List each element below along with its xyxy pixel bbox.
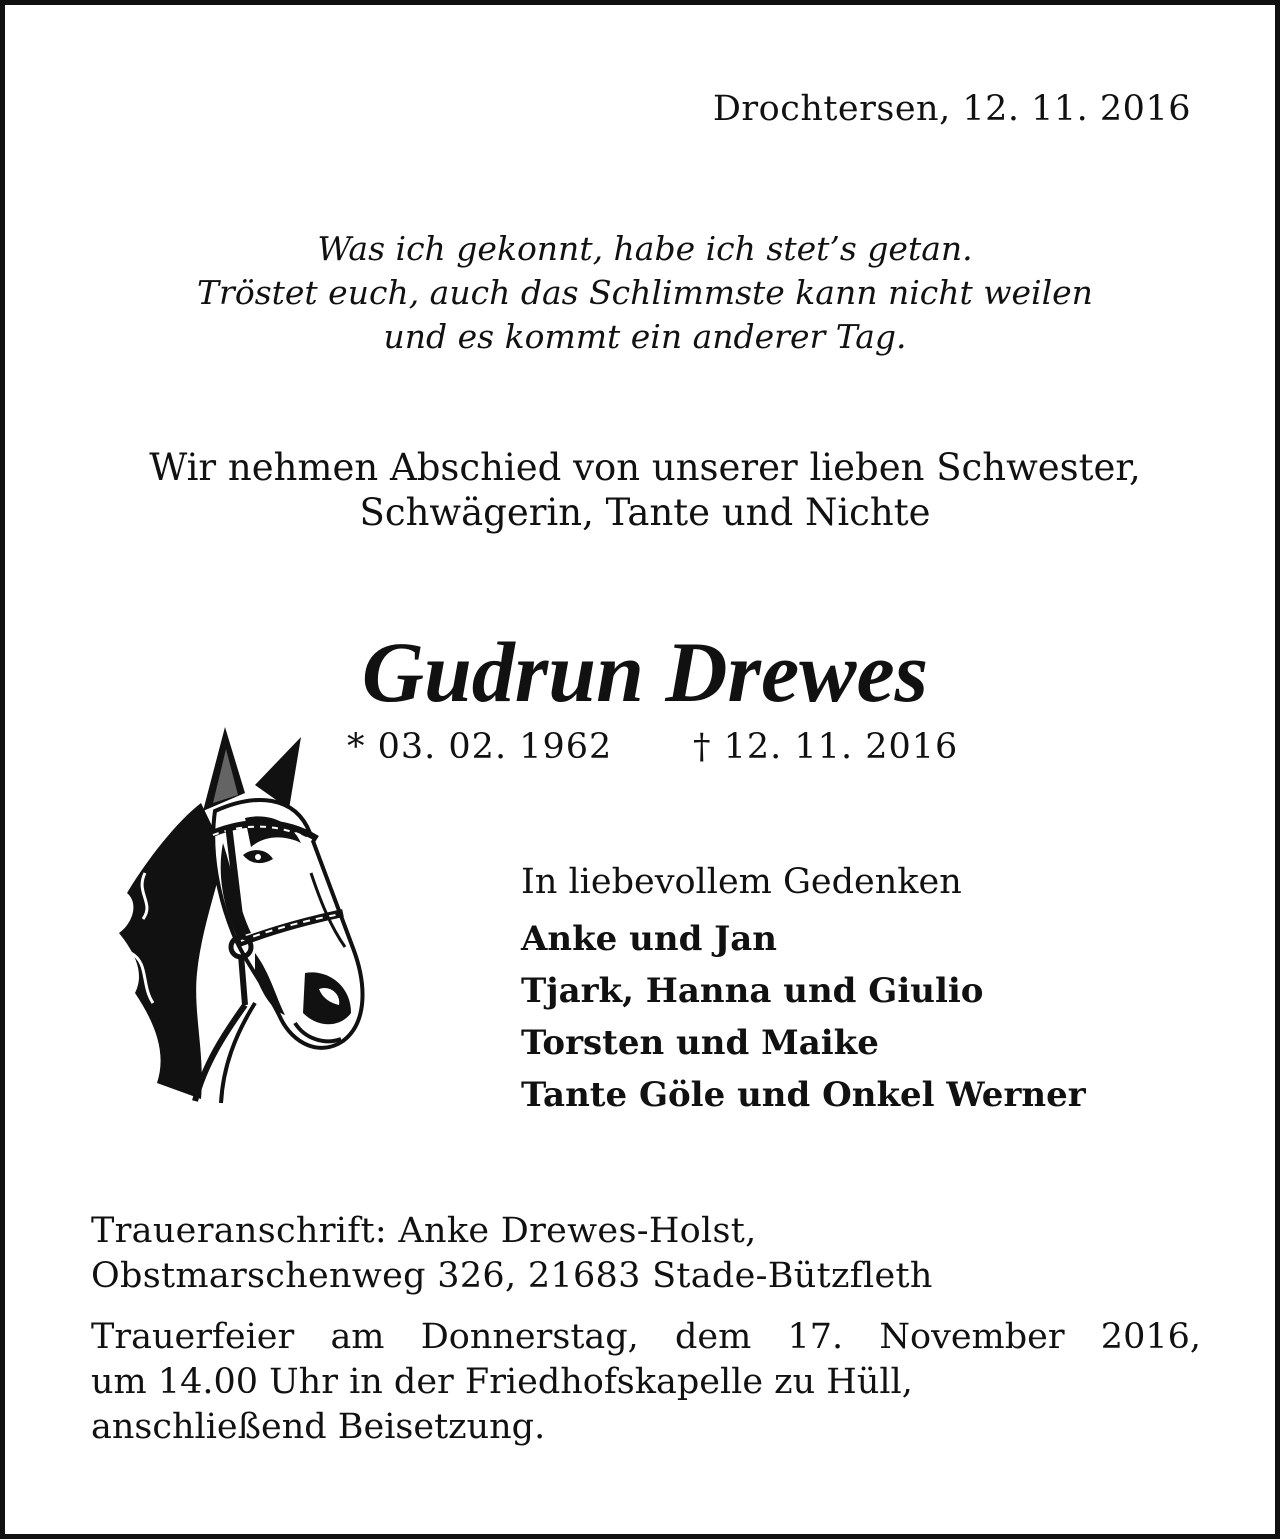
mourner-name: Tante Göle und Onkel Werner <box>521 1075 1086 1115</box>
farewell-intro <box>5 445 1280 535</box>
address-line: Traueranschrift: Anke Drewes-Holst, <box>91 1211 757 1251</box>
motto-verse <box>5 227 1280 359</box>
motto-line: Tröstet euch, auch das Schlimmste kann nicht weilen <box>197 273 1093 312</box>
mourners-lead: In liebevollem Gedenken <box>521 862 962 902</box>
funeral-service-details <box>91 1315 1201 1450</box>
death-date: † 12. 11. 2016 <box>693 727 959 767</box>
motto-line: Was ich gekonnt, habe ich stet’s getan. <box>317 229 973 268</box>
intro-line: Wir nehmen Abschied von unserer lieben Schwester, <box>149 446 1141 489</box>
service-line: anschließend Beisetzung. <box>91 1407 546 1447</box>
service-line: um 14.00 Uhr in der Friedhofskapelle zu Hüll, <box>91 1362 913 1402</box>
deceased-name: Gudrun Drewes <box>361 624 929 720</box>
mourner-name: Torsten und Maike <box>521 1023 879 1063</box>
birth-date: * 03. 02. 1962 <box>347 727 613 767</box>
horse-head-icon <box>105 723 380 1108</box>
place-and-date: Drochtersen, 12. 11. 2016 <box>712 89 1191 129</box>
service-line: Trauerfeier am Donnerstag, dem 17. November 2016, <box>91 1317 1201 1357</box>
motto-line: und es kommt ein anderer Tag. <box>383 317 907 356</box>
mourning-address <box>91 1209 933 1299</box>
address-line: Obstmarschenweg 326, 21683 Stade-Bützfleth <box>91 1256 933 1296</box>
mourner-name: Tjark, Hanna und Giulio <box>521 971 984 1011</box>
mourners-block <box>521 857 1086 1121</box>
intro-line: Schwägerin, Tante und Nichte <box>359 491 931 534</box>
mourner-name: Anke und Jan <box>521 919 778 959</box>
